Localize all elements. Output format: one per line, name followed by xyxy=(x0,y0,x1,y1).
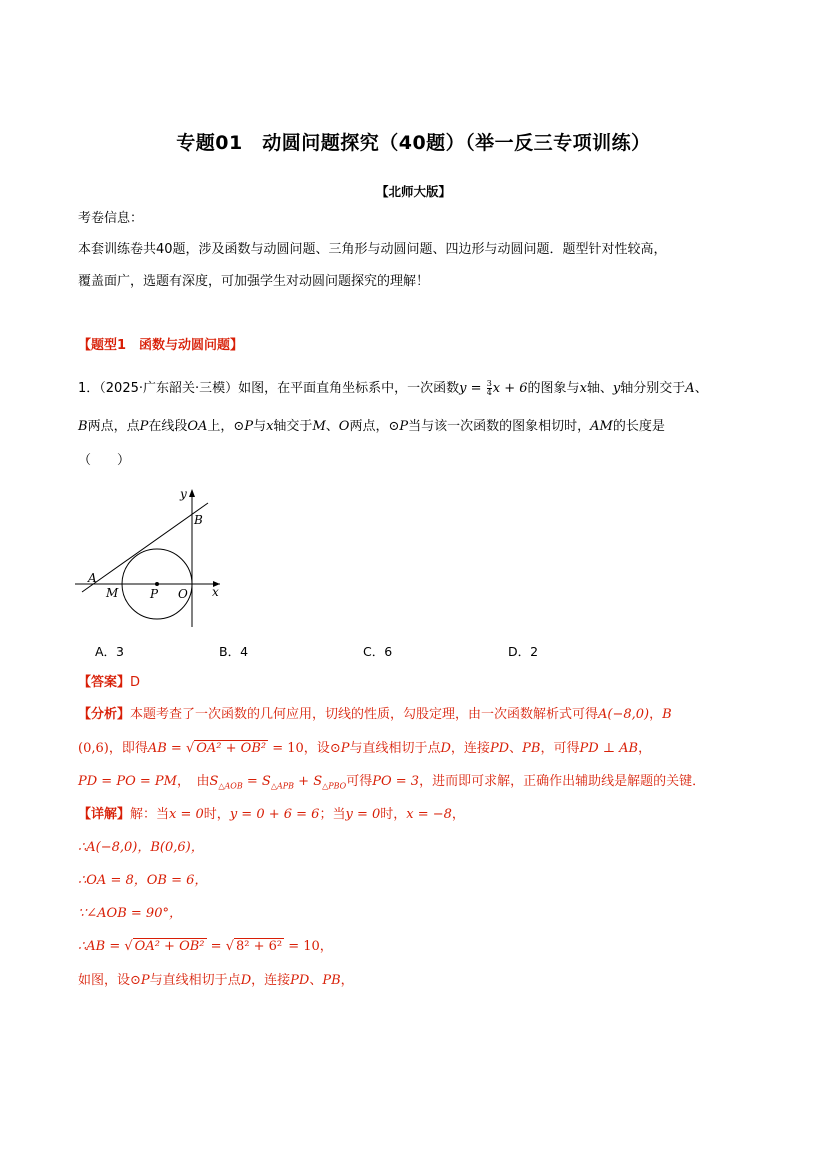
tangent-line xyxy=(82,503,208,592)
choice-b: B．4 xyxy=(219,644,249,659)
analysis-text: 可得 xyxy=(346,774,373,789)
punct: 、 xyxy=(309,973,323,988)
question-text: 与 xyxy=(253,419,267,434)
edition-label: 【北师大版】 xyxy=(375,184,451,199)
question-text: 轴分别交于 xyxy=(620,381,686,396)
detail-line1 xyxy=(78,805,465,825)
math-expr: y = 0 + 6 = 6 xyxy=(229,807,320,822)
analysis-text: ，即得 xyxy=(108,741,148,756)
analysis-text: ，可得 xyxy=(540,741,580,756)
analysis-text: 本题考查了一次函数的几何应用，切线的性质，勾股定理，由一次函数解析式可得 xyxy=(130,707,599,722)
analysis-label: 【分析】 xyxy=(78,707,131,722)
question-text: 当与该一次函数的图象相切时， xyxy=(408,419,591,434)
math-AM: AM xyxy=(590,419,613,434)
question-source: （2025·广东韶关·三模） xyxy=(99,381,239,396)
section-heading: 【题型1 函数与动圆问题】 xyxy=(78,338,244,353)
answer-label: 【答案】 xyxy=(78,675,131,690)
circle-symbol: ⊙ xyxy=(329,741,341,756)
question-line2 xyxy=(78,417,665,437)
detail-text: 时， xyxy=(203,807,230,822)
detail-text: ；当 xyxy=(319,807,346,822)
detail-text: 如图，设 xyxy=(78,973,131,988)
detail-line2: ∴A(−8,0)，B(0,6)， xyxy=(78,840,204,855)
math-B: B xyxy=(78,419,88,434)
math-D: D xyxy=(240,973,252,988)
choice-d: D．2 xyxy=(508,644,539,659)
fraction xyxy=(487,380,492,397)
y-axis-arrow xyxy=(189,489,195,497)
math-O: O xyxy=(338,419,350,434)
question-text: 的长度是 xyxy=(612,419,665,434)
math-B-coord: (0,6) xyxy=(78,741,109,756)
detail-line6 xyxy=(78,971,354,991)
question-text: 两点，点 xyxy=(87,419,140,434)
detail-label: 【详解】 xyxy=(78,807,131,822)
question-text: 轴交于 xyxy=(273,419,313,434)
detail-text: 时， xyxy=(380,807,407,822)
info-text-line1: 本套训练卷共40题，涉及函数与动圆问题、三角形与动圆问题、四边形与动圆问题．题型针对性较高， xyxy=(78,242,667,257)
math-expr: ∴AB = xyxy=(78,939,125,954)
page-title: 专题01 动圆问题探究（40题）（举一反三专项训练） xyxy=(176,132,651,154)
info-text-line2: 覆盖面广，选题有深度，可加强学生对动圆问题探究的理解！ xyxy=(78,274,430,289)
math-x: x xyxy=(579,381,587,396)
math-x: x xyxy=(266,419,274,434)
math-PB: PB xyxy=(522,741,541,756)
analysis-text: ，设 xyxy=(303,741,330,756)
analysis-text: ，连接 xyxy=(450,741,490,756)
label-P: P xyxy=(150,587,159,601)
math-PD: PD xyxy=(290,973,310,988)
math-S: S xyxy=(313,774,323,789)
math-expr: x = −8 xyxy=(406,807,452,822)
answer-line xyxy=(78,673,140,693)
question-text: 的图象与 xyxy=(527,381,580,396)
math-expr: x + 6 xyxy=(492,381,528,396)
info-label: 考卷信息： xyxy=(78,211,144,226)
question-number: 1． xyxy=(78,381,100,396)
detail-text: 解：当 xyxy=(130,807,170,822)
math-eq-chain: PD = PO = PM xyxy=(78,774,177,789)
punct: 、 xyxy=(325,419,339,434)
math-P: P xyxy=(140,973,150,988)
math-eq: = xyxy=(242,774,262,789)
math-sqrt: OA² + OB² xyxy=(196,741,267,756)
analysis-text: ， 由 xyxy=(176,774,210,789)
math-expr: x = 0 xyxy=(169,807,204,822)
fraction-numerator: 3 xyxy=(486,379,492,388)
math-y: y xyxy=(612,381,621,396)
punct: ， xyxy=(649,707,663,722)
label-x: x xyxy=(212,585,219,599)
detail-text: ，连接 xyxy=(251,973,291,988)
detail-line5: ∴AB = √ OA² + OB² = √ 8² + 6² = 10， xyxy=(78,939,333,954)
math-expr: y = 0 xyxy=(345,807,381,822)
figure-diagram xyxy=(70,482,230,632)
math-PD: PD xyxy=(489,741,510,756)
detail-line4: ∵∠AOB = 90°， xyxy=(78,906,182,921)
detail-text: 与直线相切于点 xyxy=(149,973,241,988)
punct: ， xyxy=(638,741,652,756)
math-perp: PD ⊥ AB xyxy=(579,741,639,756)
math-S: S xyxy=(261,774,271,789)
math-sqrt: 8² + 6² xyxy=(235,939,283,954)
math-P: P xyxy=(139,419,149,434)
analysis-text: 与直线相切于点 xyxy=(349,741,441,756)
circle-symbol: ⊙ xyxy=(130,973,141,988)
math-eq: = xyxy=(206,939,226,954)
math-PO: PO = 3 xyxy=(372,774,420,789)
label-B: B xyxy=(194,513,203,527)
analysis-line1 xyxy=(78,705,672,725)
math-eq: = 10 xyxy=(268,741,304,756)
question-text: 如图，在平面直角坐标系中，一次函数 xyxy=(238,381,460,396)
math-A-coord: A(−8,0) xyxy=(598,707,650,722)
analysis-line3 xyxy=(78,772,705,797)
math-sub: △AOB xyxy=(218,781,243,791)
math-sub: △APB xyxy=(270,781,295,791)
math-sub: △PBO xyxy=(322,781,347,791)
math-plus: + xyxy=(294,774,314,789)
math-eq: = xyxy=(466,381,486,396)
math-M: M xyxy=(312,419,326,434)
punct: ， xyxy=(340,973,354,988)
question-line1 xyxy=(78,379,708,399)
math-y: y xyxy=(459,381,467,396)
label-M: M xyxy=(106,586,119,600)
math-P: P xyxy=(244,419,254,434)
question-text: 两点， xyxy=(349,419,389,434)
fraction-denominator: 4 xyxy=(486,388,492,397)
detail-line3: ∴OA = 8，OB = 6， xyxy=(78,873,208,888)
math-S: S xyxy=(209,774,219,789)
math-PB: PB xyxy=(322,973,341,988)
punct: 、 xyxy=(694,381,708,396)
circle-symbol: ⊙ xyxy=(388,419,400,434)
punct: ， xyxy=(451,807,465,822)
label-y: y xyxy=(180,487,187,501)
math-P: P xyxy=(399,419,409,434)
analysis-line2: (0,6)，即得AB = √ OA² + OB² = 10，设⊙P与直线相切于点D，连接PD、PB，可得PD ⊥ AB， xyxy=(78,741,652,756)
question-text: 在线段 xyxy=(148,419,188,434)
math-D: D xyxy=(440,741,451,756)
math-result: = 10， xyxy=(284,939,333,954)
label-O: O xyxy=(178,587,188,601)
question-text: 上， xyxy=(207,419,234,434)
answer-blank: （ ） xyxy=(78,453,131,468)
math-sqrt: OA² + OB² xyxy=(134,939,205,954)
math-B: B xyxy=(662,707,672,722)
math-A: A xyxy=(685,381,695,396)
answer-value: D xyxy=(130,675,141,690)
choice-a: A．3 xyxy=(95,644,125,659)
center-point xyxy=(155,582,159,586)
circle-symbol: ⊙ xyxy=(233,419,245,434)
math-P: P xyxy=(340,741,350,756)
question-text: 轴、 xyxy=(586,381,613,396)
math-AB: AB = xyxy=(147,741,186,756)
analysis-text: ，进而即可求解，正确作出辅助线是解题的关键． xyxy=(419,774,706,789)
math-OA: OA xyxy=(187,419,208,434)
choice-c: C．6 xyxy=(363,644,393,659)
punct: 、 xyxy=(509,741,523,756)
label-A: A xyxy=(88,571,97,585)
